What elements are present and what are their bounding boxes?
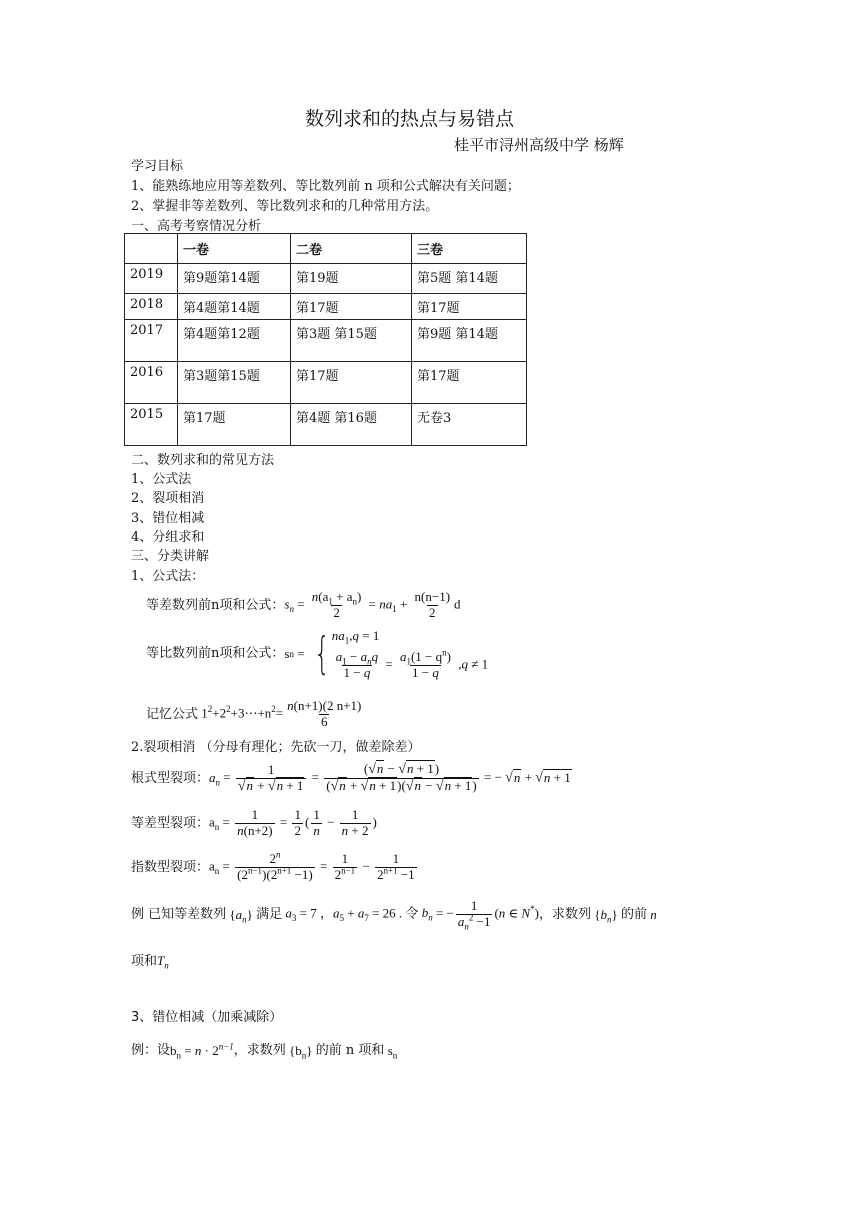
arith-sum-formula xyxy=(146,590,461,621)
method-item: 2、裂项相消 xyxy=(131,491,205,506)
table-cell: 第3题 第15题 xyxy=(291,320,412,362)
geom-sum-formula xyxy=(146,628,488,680)
table-cell: 2016 xyxy=(125,362,178,404)
section3-heading: 三、分类讲解 xyxy=(131,549,210,564)
root-split-expr: $a_n$ = $\frac{1}{√n + √n + 1}$ = $\frac{(√n - √n + 1)}{(√n + √n + 1)(√n - √n + 1)}$ = − √n + √n + 1 xyxy=(209,761,571,795)
arith-sum-expr: $s_n$ = $\frac{n(a_1 + a_n)}{2}$ = $na_1$ + $\frac{n(n-1)}{2}$ d xyxy=(284,589,461,620)
table-cell: 2017 xyxy=(125,320,178,362)
example1-seq: $\{a_n\}$ xyxy=(226,906,257,925)
sub-heading-telescoping: 2.裂项相消 （分母有理化；先砍一刀，做差除差） xyxy=(131,740,421,755)
example1-line2 xyxy=(131,953,169,970)
example1-text: 项和 xyxy=(131,954,158,969)
table-cell: 第19题 xyxy=(291,264,412,294)
sum-of-squares-expr: $1^2+2^2+3\cdots+n^2=$ $\frac{n(n+1)(2 n+1)}{6}$ xyxy=(198,698,362,729)
table-cell: 第5题 第14题 xyxy=(412,264,527,294)
example1-text: 满足 xyxy=(256,906,283,922)
example1-text: ，求数列 xyxy=(538,906,591,922)
table-cell: 第4题 第16题 xyxy=(291,404,412,446)
table-row xyxy=(125,264,527,294)
table-header-cell: 三卷 xyxy=(412,234,527,264)
example1-tn: $T_n$ xyxy=(157,953,169,971)
table-cell: 第17题 xyxy=(291,362,412,404)
table-header-cell xyxy=(125,234,178,264)
method-item: 4、分组求和 xyxy=(131,530,205,545)
example2-text: ，求数列 xyxy=(233,1043,286,1058)
table-cell: 2015 xyxy=(125,404,178,446)
example1-seq-b: $\{b_n\}$ xyxy=(590,906,621,925)
table-row xyxy=(125,294,527,320)
table-cell: 第4题第14题 xyxy=(178,294,291,320)
objective-item: 1、能熟练地应用等差数列、等比数列前 n 项和公式解决有关问题； xyxy=(131,179,520,194)
example1-line xyxy=(131,899,657,930)
example2-def: $b_n = n \cdot 2^{n-1}$ xyxy=(170,1041,234,1061)
table-cell: 第3题第15题 xyxy=(178,362,291,404)
arith-split-expr: $a_n$ = $\frac{1}{n(n+2)}$ = $\frac{1}{2}$ ( $\frac{1}{n}$ − $\frac{1}{n + 2}$ ) xyxy=(209,807,377,838)
exp-split-label: 指数型裂项： xyxy=(131,859,210,875)
arith-split-label: 等差型裂项： xyxy=(131,815,210,831)
section2-heading: 二、数列求和的常见方法 xyxy=(131,453,275,468)
arith-sum-label: 等差数列前n项和公式： xyxy=(146,597,285,613)
example1-cond: $a_3 = 7$ ，$a_5 + a_7 = 26$ . 令 $b_n$ = − $\frac{1}{a_n^2 -1}$ (n ∈ N*) xyxy=(285,898,539,932)
table-cell: 第17题 xyxy=(178,404,291,446)
author-line: 桂平市浔州高级中学 杨辉 xyxy=(454,136,624,154)
table-cell: 第4题第12题 xyxy=(178,320,291,362)
root-split-label: 根式型裂项： xyxy=(131,770,210,786)
example2-seq: $\{b_n\}$ xyxy=(285,1043,316,1061)
example2-line xyxy=(131,1043,397,1059)
exam-analysis-table xyxy=(124,233,527,446)
geom-sum-label: 等比数列前n项和公式： xyxy=(146,646,285,662)
table-cell: 第17题 xyxy=(412,294,527,320)
table-row xyxy=(125,362,527,404)
table-header-row xyxy=(125,234,527,264)
table-cell: 第17题 xyxy=(291,294,412,320)
table-cell: 2018 xyxy=(125,294,178,320)
table-cell: 第9题第14题 xyxy=(178,264,291,294)
example2-text: 的前 n 项和 xyxy=(315,1043,385,1058)
example1-text: 的前 xyxy=(620,906,647,922)
geom-sum-expr: s n = { $na_1,q = 1$ $\frac{a_1 - a_nq}{1 - q}$ = $\frac{a_1(1 - q^n)}{1 - q}$ ,q ≠ 1 xyxy=(284,628,489,680)
method-item: 3、错位相减 xyxy=(131,511,205,526)
example2-text: 例：设 xyxy=(131,1043,171,1058)
exp-split-formula xyxy=(131,849,419,883)
table-cell: 第17题 xyxy=(412,362,527,404)
example1-n: n xyxy=(646,906,657,922)
memory-label: 记忆公式 xyxy=(146,706,199,722)
arith-split-formula xyxy=(131,808,377,839)
method-item: 1、公式法 xyxy=(131,472,192,487)
section1-heading: 一、高考考察情况分析 xyxy=(131,219,262,234)
sum-of-squares-formula xyxy=(146,699,365,730)
example2-sn: $s_n$ xyxy=(384,1043,398,1061)
sub-heading-dislocation: 3、错位相减（加乘减除） xyxy=(131,1010,283,1025)
table-row xyxy=(125,404,527,446)
sub-heading-formula: 1、公式法： xyxy=(131,569,205,584)
root-split-formula xyxy=(131,762,572,795)
objective-item: 2、掌握非等差数列、等比数列求和的几种常用方法。 xyxy=(131,199,439,214)
example1-text: 例 已知等差数列 xyxy=(131,906,227,922)
table-header-cell: 一卷 xyxy=(178,234,291,264)
objectives-heading: 学习目标 xyxy=(131,159,184,174)
table-row xyxy=(125,320,527,362)
table-cell: 第9题 第14题 xyxy=(412,320,527,362)
exp-split-expr: $a_n$ = $\frac{2^n}{(2^{n-1})(2^{n+1} -1)}$ = $\frac{1}{2^{n-1}}$ − $\frac{1}{2^{n+1} -1}$ xyxy=(209,849,415,882)
page-title: 数列求和的热点与易错点 xyxy=(305,108,515,130)
table-header-cell: 二卷 xyxy=(291,234,412,264)
table-cell: 无卷3 xyxy=(412,404,527,446)
table-cell: 2019 xyxy=(125,264,178,294)
